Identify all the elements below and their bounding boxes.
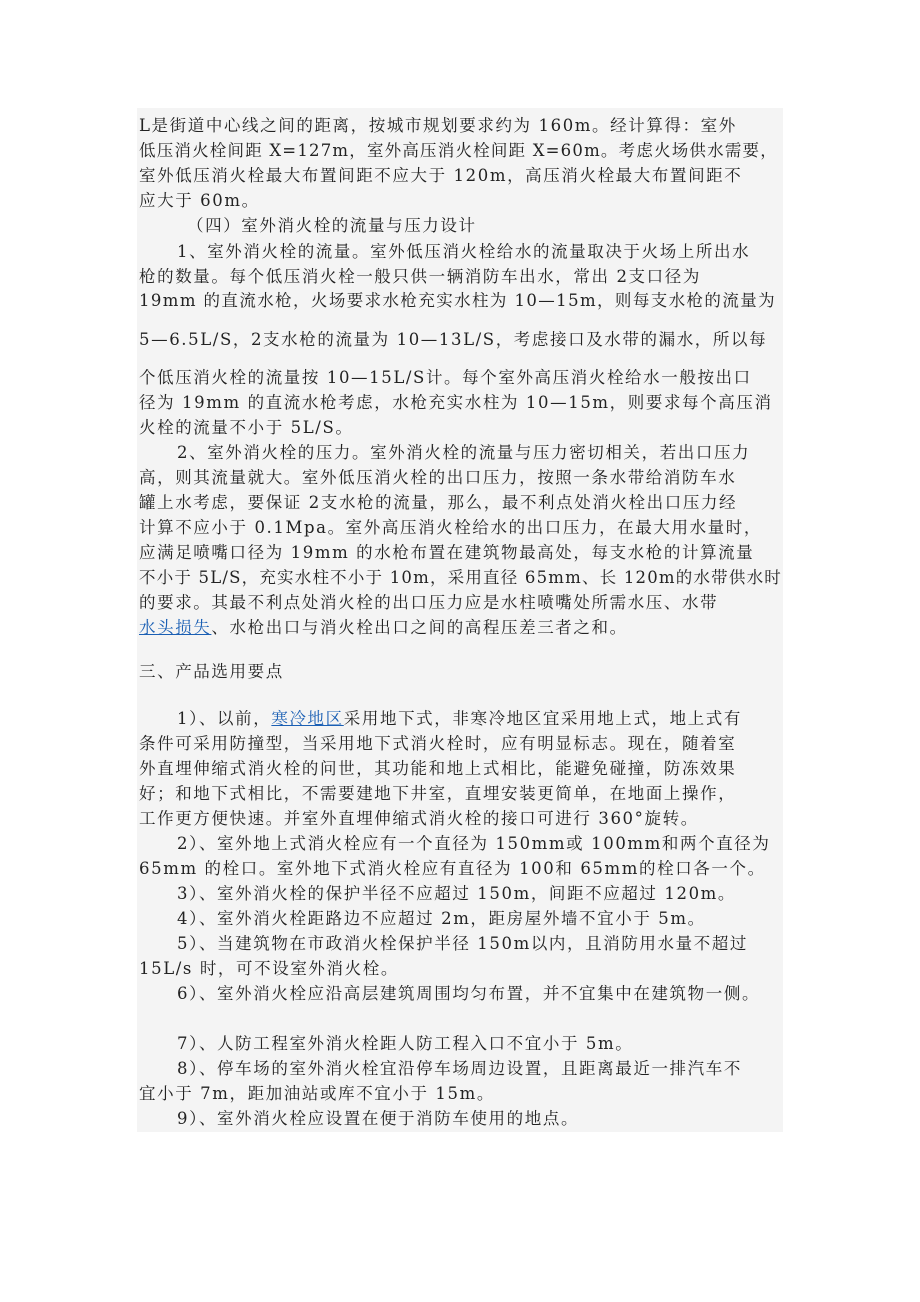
text-line: 应满足喷嘴口径为 19mm 的水枪布置在建筑物最高处，每支水枪的计算流量 [139, 543, 755, 562]
text-segment: 、水枪出口与消火栓出口之间的高程压差三者之和。 [211, 618, 628, 637]
text-line: L是街道中心线之间的距离，按城市规划要求约为 160m。经计算得：室外 [139, 116, 737, 135]
text-segment: 1）、以前， [177, 709, 272, 728]
text-line: 高，则其流量就大。室外低压消火栓的出口压力，按照一条水带给消防车水 [139, 468, 737, 487]
text-line: 6）、室外消火栓应沿高层建筑周围均匀布置，并不宜集中在建筑物一侧。 [177, 984, 761, 1003]
text-line: 65mm 的栓口。室外地下式消火栓应有直径为 100和 65mm的栓口各一个。 [139, 859, 766, 878]
text-line: 1、室外消火栓的流量。室外低压消火栓给水的流量取决于火场上所出水 [177, 242, 751, 261]
text-line: 应大于 60m。 [139, 191, 260, 210]
text-line: 径为 19mm 的直流水枪考虑，水枪充实水柱为 10—15m，则要求每个高压消 [139, 393, 773, 412]
text-line: 个低压消火栓的流量按 10—15L/S计。每个室外高压消火栓给水一般按出口 [139, 368, 752, 387]
text-line: 3）、室外消火栓的保护半径不应超过 150m，间距不应超过 120m。 [177, 884, 737, 903]
text-line: 5—6.5L/S，2支水枪的流量为 10—13L/S，考虑接口及水带的漏水，所以每 [139, 330, 768, 349]
section-heading: 三、产品选用要点 [139, 662, 284, 681]
text-line [177, 709, 742, 729]
text-line: 工作更方便快速。并室外直埋伸缩式消火栓的接口可进行 360°旋转。 [139, 809, 699, 828]
text-line: 8）、停车场的室外消火栓宜沿停车场周边设置，且距离最近一排汽车不 [177, 1059, 742, 1078]
text-line: 室外低压消火栓最大布置间距不应大于 120m，高压消火栓最大布置间距不 [139, 166, 743, 185]
cold-region-link[interactable]: 寒冷地区 [271, 709, 344, 728]
text-line: 19mm 的直流水枪，火场要求水枪充实水柱为 10—15m，则每支水枪的流量为 [139, 291, 777, 310]
text-line: 罐上水考虑，要保证 2支水枪的流量，那么，最不利点处消火栓出口压力经 [139, 493, 738, 512]
text-line: 不小于 5L/S，充实水柱不小于 10m，采用直径 65mm、长 120m的水带供水时 [139, 568, 782, 587]
text-line: 5）、当建筑物在市政消火栓保护半径 150m以内，且消防用水量不超过 [177, 934, 749, 953]
text-line: 低压消火栓间距 X=127m，室外高压消火栓间距 X=60m。考虑火场供水需要， [139, 141, 778, 160]
text-line: 外直埋伸缩式消火栓的问世，其功能和地上式相比，能避免碰撞，防冻效果 [139, 759, 737, 778]
text-line: 好；和地下式相比，不需要建地下井室，直埋安装更简单，在地面上操作， [139, 784, 737, 803]
text-line: 计算不应小于 0.1Mpa。室外高压消火栓给水的出口压力，在最大用水量时， [139, 518, 762, 537]
text-line: 4）、室外消火栓距路边不应超过 2m，距房屋外墙不宜小于 5m。 [177, 909, 706, 928]
text-line: 火栓的流量不小于 5L/S。 [139, 418, 354, 437]
text-segment: 采用地下式，非寒冷地区宜采用地上式，地上式有 [343, 709, 742, 728]
text-line: 的要求。其最不利点处消火栓的出口压力应是水柱喷嘴处所需水压、水带 [139, 593, 719, 612]
text-line: 7）、人防工程室外消火栓距人防工程入口不宜小于 5m。 [177, 1034, 634, 1053]
text-line: 2）、室外地上式消火栓应有一个直径为 150mm或 100mm和两个直径为 [177, 834, 771, 853]
text-line: 2、室外消火栓的压力。室外消火栓的流量与压力密切相关，若出口压力 [177, 443, 751, 462]
text-line: 9）、室外消火栓应设置在便于消防车使用的地点。 [177, 1109, 580, 1128]
text-line: 15L/s 时，可不设室外消火栓。 [139, 959, 399, 978]
section-heading: （四）室外消火栓的流量与压力设计 [187, 216, 477, 235]
water-head-loss-link[interactable]: 水头损失 [139, 618, 212, 637]
text-line: 枪的数量。每个低压消火栓一般只供一辆消防车出水，常出 2支口径为 [139, 267, 701, 286]
text-line: 宜小于 7m，距加油站或库不宜小于 15m。 [139, 1084, 495, 1103]
text-line: 条件可采用防撞型，当采用地下式消火栓时，应有明显标志。现在，随着室 [139, 734, 737, 753]
text-line [139, 618, 628, 638]
